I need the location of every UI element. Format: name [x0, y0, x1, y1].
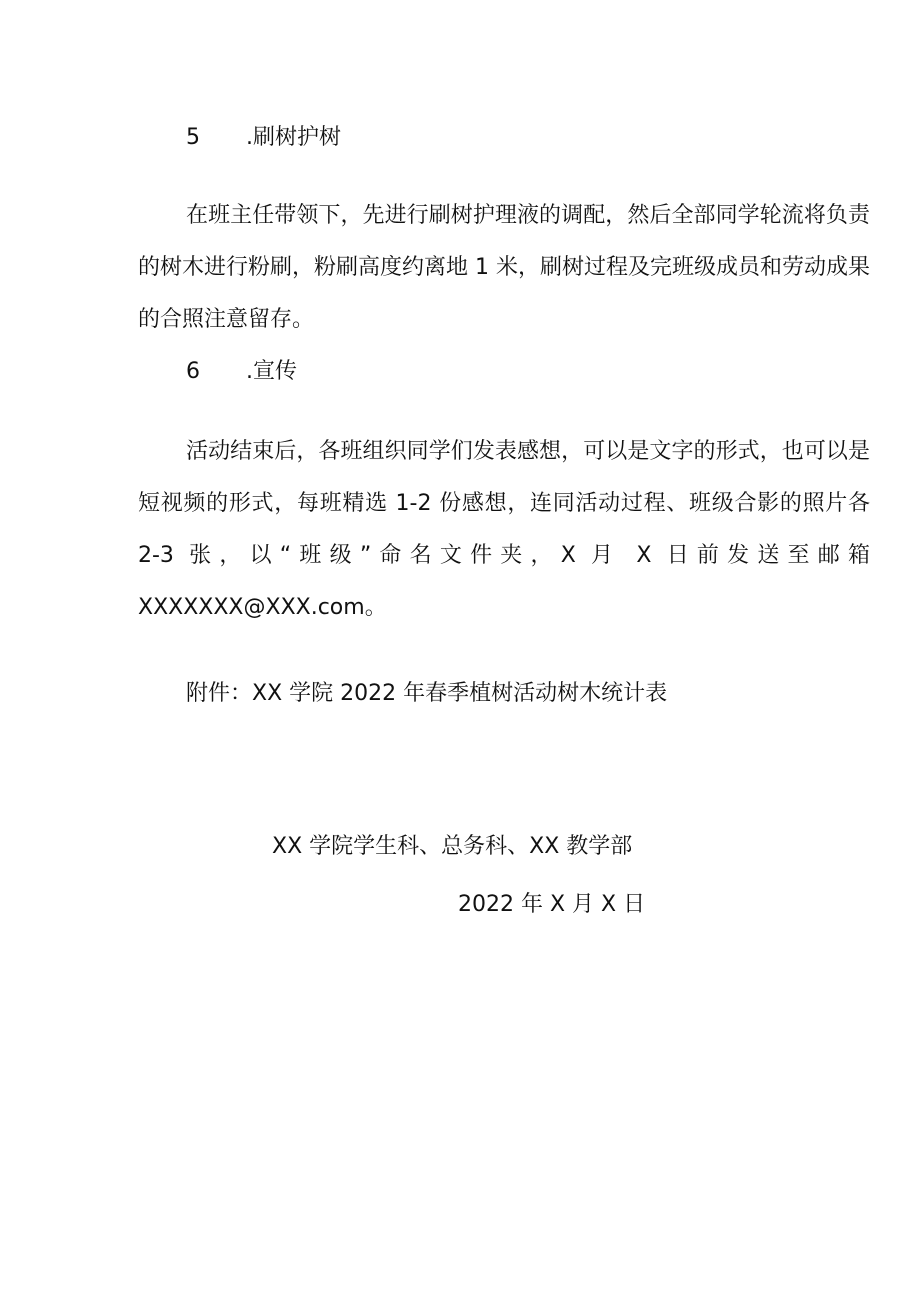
signature-date: 2022 年 X 月 X 日: [458, 892, 646, 917]
section-6-number: 6: [186, 359, 200, 384]
section-5-number: 5: [186, 125, 200, 150]
section-5-heading: [186, 123, 341, 153]
section-6-body: 活动结束后，各班组织同学们发表感想，可以是文字的形式，也可以是短视频的形式，每班精选 1-2 份感想，连同活动过程、班级合影的照片各 2-3 张，以“班级”命名文件夹，X 月 X 日前发送至邮箱 XXXXXXX@XXX.com。: [138, 439, 870, 620]
section-6-title: .宣传: [246, 359, 297, 384]
section-5-title: .刷树护树: [246, 125, 341, 150]
section-6-heading: [186, 357, 297, 387]
signature-organization: XX 学院学生科、总务科、XX 教学部: [272, 834, 633, 859]
section-5-body: 在班主任带领下，先进行刷树护理液的调配，然后全部同学轮流将负责的树木进行粉刷，粉刷高度约离地 1 米，刷树过程及完班级成员和劳动成果的合照注意留存。: [138, 203, 870, 332]
attachment-line: 附件：XX 学院 2022 年春季植树活动树木统计表: [186, 681, 668, 706]
